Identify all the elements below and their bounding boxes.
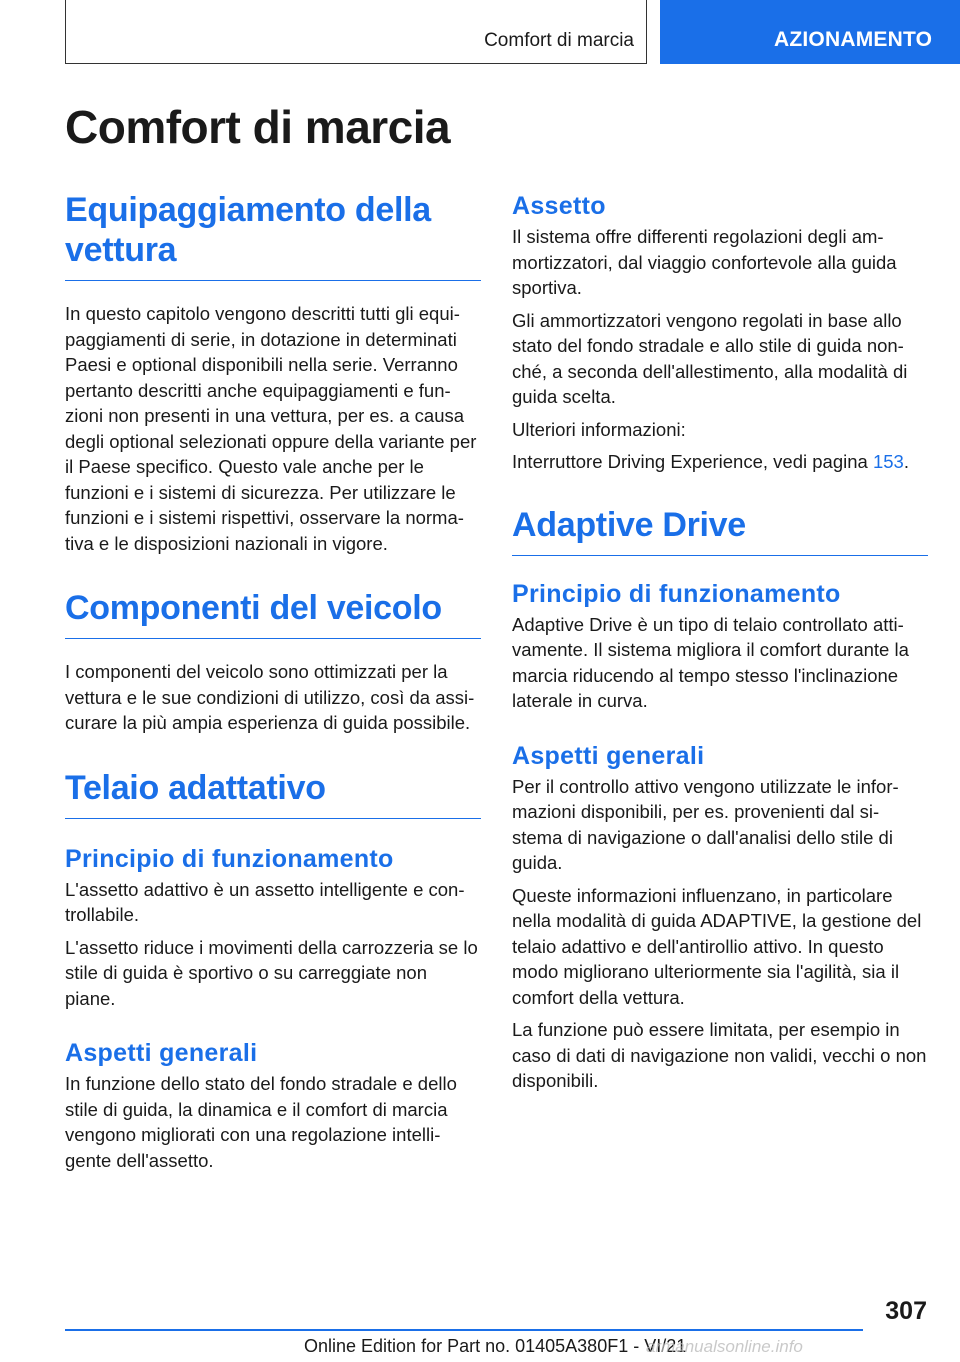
paragraph-assetto-2: Gli ammortizzatori vengono regolati in base allo stato del fondo stradale e allo stile di guida non-ché, a seconda dell'allestimento, alla modalità di guida scelta. (512, 309, 908, 407)
subheading-principio-adaptive: Principio di funzionamento (512, 579, 841, 608)
subheading-assetto: Assetto (512, 192, 606, 220)
paragraph-info-label: Ulteriori informazioni: (512, 418, 686, 440)
paragraph-info-reference: Interruttore Driving Experience, vedi pagina 153. (512, 451, 909, 472)
heading-componenti: Componenti del veicolo (65, 588, 481, 639)
page-title: Comfort di marcia (65, 101, 451, 153)
subheading-aspetti-adaptive: Aspetti generali (512, 741, 705, 770)
header-chapter-tab[interactable] (660, 0, 960, 64)
subheading-principio: Principio di funzionamento (65, 844, 394, 873)
heading-telaio-adattativo: Telaio adattativo (65, 768, 481, 819)
paragraph-principio-2: L'assetto riduce i movimenti della carrozzeria se lo stile di guida è sportivo o su carreggiate non piane. (65, 936, 478, 1009)
paragraph-equipaggiamento: In questo capitolo vengono descritti tutti gli equi-paggiamenti di serie, in dotazione in determinati Paesi e optional disponibili nella serie. Verranno pertanto descritti anche equipaggiamenti e fun-zioni non presenti in una vettura, per es. a causa degli optional selezionati oppure della variante per il Paese specifico. Questo vale anche per le funzioni e i sistemi di sicurezza. Per utilizzare le funzioni e i sistemi rispettivi, osservare la norma-tiva e le disposizioni nazionali in vigore. (65, 303, 477, 554)
header-chapter-label: AZIONAMENTO (774, 28, 933, 51)
paragraph-componenti: I componenti del veicolo sono ottimizzati per la vettura e le sue condizioni di utilizzo, così da assi-curare la più ampia esperienza di guida possibile. (65, 661, 475, 733)
paragraph-principio-adaptive: Adaptive Drive è un tipo di telaio controllato atti-vamente. Il sistema migliora il comfort durante la marcia riducendo al tempo stesso l'inclinazione laterale in curva. (512, 613, 909, 711)
info-reference-text: Interruttore Driving Experience, vedi pagina (512, 451, 868, 472)
heading-equipaggiamento: Equipaggiamento della vettura (65, 190, 481, 281)
footer-divider (65, 1329, 863, 1331)
subheading-aspetti: Aspetti generali (65, 1039, 258, 1067)
paragraph-principio-1: L'assetto adattivo è un assetto intelligente e con-trollabile. (65, 878, 465, 925)
page-number: 307 (885, 1297, 927, 1325)
footer-edition: Online Edition for Part no. 01405A380F1 - VI/21 (304, 1336, 687, 1356)
paragraph-aspetti-adaptive-1: Per il controllo attivo vengono utilizzate le infor-mazioni disponibili, per es. provenienti dal si-stema di navigazione o dall'analisi dello stile di guida. (512, 775, 899, 873)
header-section-box (65, 0, 647, 64)
paragraph-assetto-1: Il sistema offre differenti regolazioni degli am-mortizzatori, dal viaggio confortevole alla guida sportiva. (512, 226, 897, 298)
left-column (65, 190, 481, 1173)
paragraph-aspetti-adaptive-2: Queste informazioni influenzano, in particolare nella modalità di guida ADAPTIVE, la gestione del telaio adattivo e dell'antirollio attivo. In questo modo migliorano ulteriormente sia l'agilità, sia il comfort della vettura. (512, 884, 922, 1008)
watermark: armanualsonline.info (646, 1337, 803, 1356)
header-section-title: Comfort di marcia (484, 30, 634, 51)
right-column (512, 190, 928, 1094)
heading-adaptive-drive: Adaptive Drive (512, 505, 928, 556)
page-link-153[interactable]: 153 (872, 451, 904, 472)
paragraph-aspetti-adaptive-3: La funzione può essere limitata, per esempio in caso di dati di navigazione non validi, vecchi o non disponibili. (512, 1019, 927, 1091)
paragraph-aspetti: In funzione dello stato del fondo stradale e dello stile di guida, la dinamica e il comfort di marcia vengono migliorati con una regolazione intelli-gente dell'assetto. (65, 1073, 457, 1171)
